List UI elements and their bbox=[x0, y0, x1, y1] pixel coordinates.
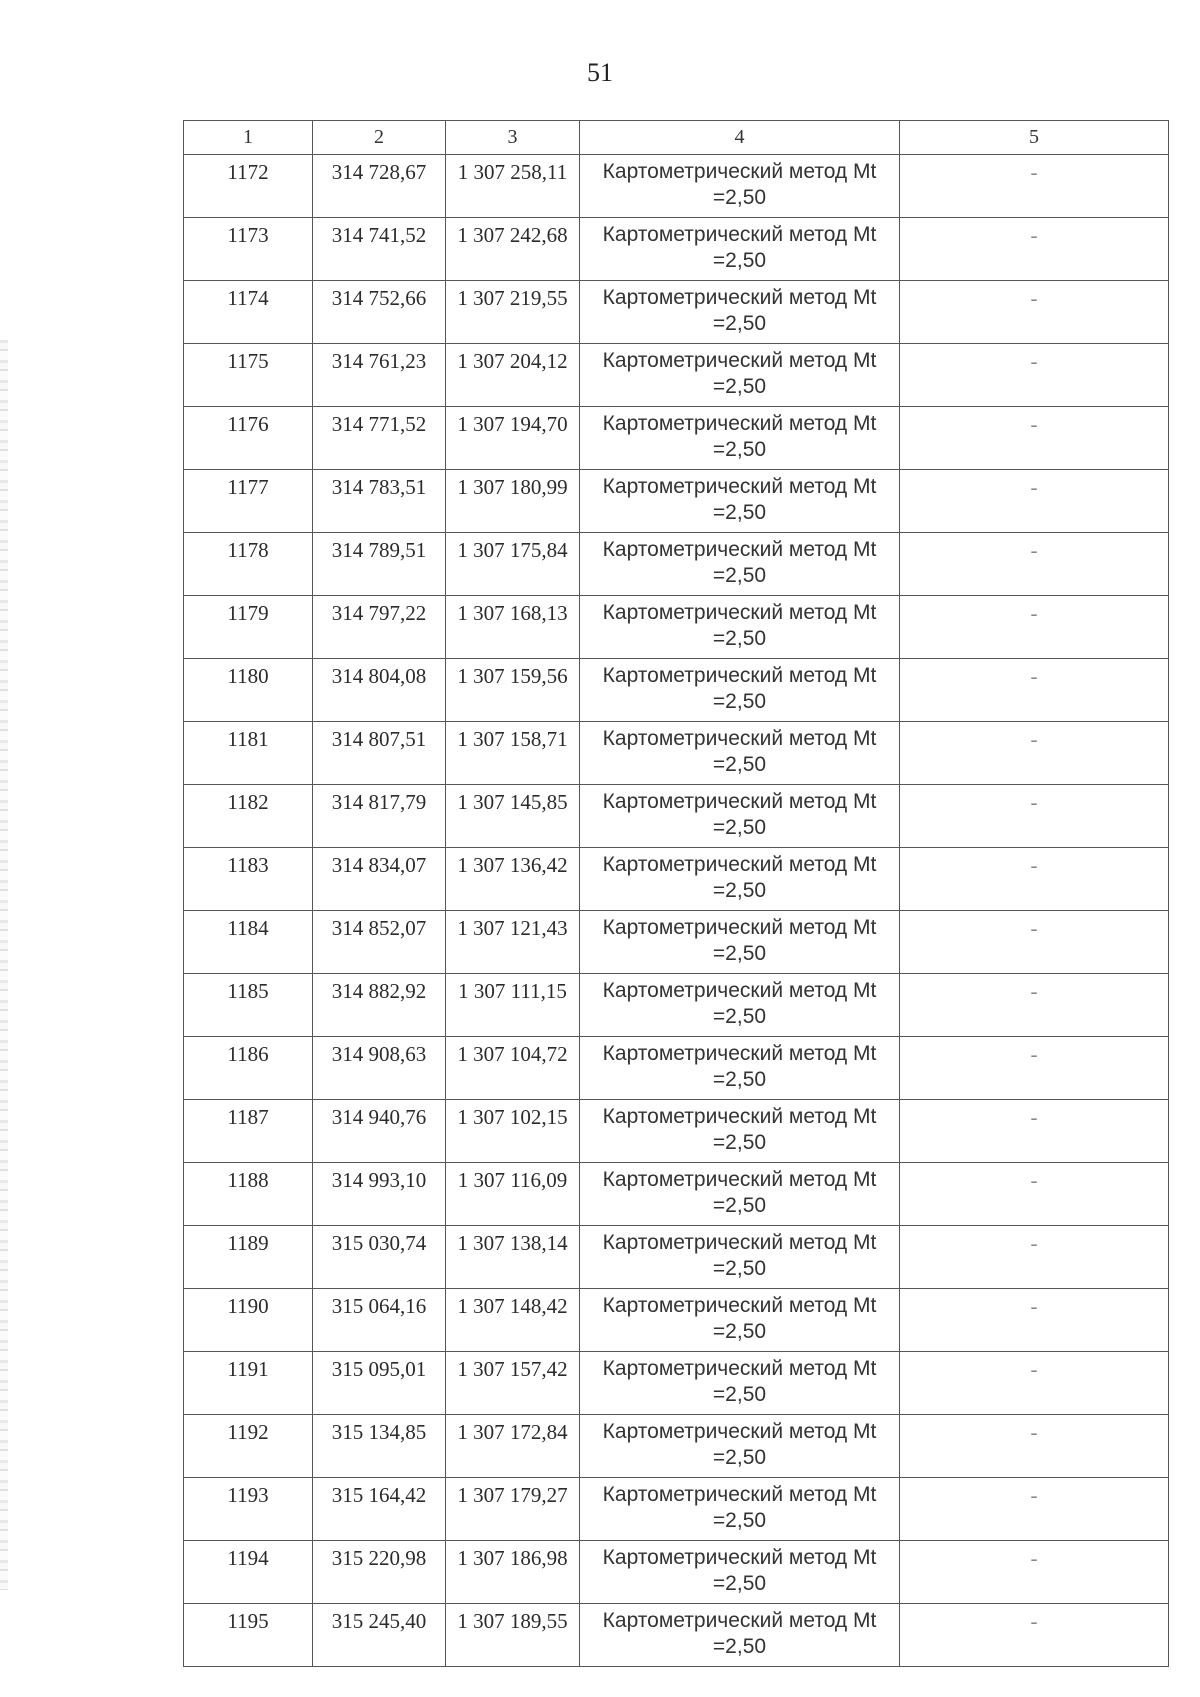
table-row bbox=[184, 1541, 1169, 1604]
y-coordinate-cell: 1 307 158,71 bbox=[446, 722, 580, 785]
y-coordinate-cell: 1 307 172,84 bbox=[446, 1415, 580, 1478]
point-number-cell: 1187 bbox=[184, 1100, 313, 1163]
method-cell: Картометрический метод Mt =2,50 bbox=[580, 533, 900, 596]
y-coordinate-cell: 1 307 148,42 bbox=[446, 1289, 580, 1352]
point-number-cell: 1195 bbox=[184, 1604, 313, 1667]
point-number-cell: 1188 bbox=[184, 1163, 313, 1226]
method-cell: Картометрический метод Mt =2,50 bbox=[580, 344, 900, 407]
y-coordinate-cell: 1 307 102,15 bbox=[446, 1100, 580, 1163]
method-cell: Картометрический метод Mt =2,50 bbox=[580, 1226, 900, 1289]
table-header-row bbox=[184, 121, 1169, 155]
x-coordinate-cell: 315 164,42 bbox=[313, 1478, 446, 1541]
x-coordinate-cell: 315 134,85 bbox=[313, 1415, 446, 1478]
x-coordinate-cell: 314 752,66 bbox=[313, 281, 446, 344]
column-header: 5 bbox=[900, 121, 1169, 155]
method-cell: Картометрический метод Mt =2,50 bbox=[580, 1289, 900, 1352]
y-coordinate-cell: 1 307 136,42 bbox=[446, 848, 580, 911]
point-number-cell: 1184 bbox=[184, 911, 313, 974]
table-row bbox=[184, 1037, 1169, 1100]
table-row bbox=[184, 1478, 1169, 1541]
point-number-cell: 1183 bbox=[184, 848, 313, 911]
column-header: 1 bbox=[184, 121, 313, 155]
method-cell: Картометрический метод Mt =2,50 bbox=[580, 470, 900, 533]
x-coordinate-cell: 314 804,08 bbox=[313, 659, 446, 722]
method-cell: Картометрический метод Mt =2,50 bbox=[580, 1352, 900, 1415]
x-coordinate-cell: 314 783,51 bbox=[313, 470, 446, 533]
x-coordinate-cell: 314 993,10 bbox=[313, 1163, 446, 1226]
method-cell: Картометрический метод Mt =2,50 bbox=[580, 407, 900, 470]
coordinates-table bbox=[183, 120, 1169, 1667]
y-coordinate-cell: 1 307 175,84 bbox=[446, 533, 580, 596]
note-cell: - bbox=[900, 785, 1169, 848]
point-number-cell: 1189 bbox=[184, 1226, 313, 1289]
method-cell: Картометрический метод Mt =2,50 bbox=[580, 218, 900, 281]
y-coordinate-cell: 1 307 189,55 bbox=[446, 1604, 580, 1667]
y-coordinate-cell: 1 307 219,55 bbox=[446, 281, 580, 344]
method-cell: Картометрический метод Mt =2,50 bbox=[580, 659, 900, 722]
method-cell: Картометрический метод Mt =2,50 bbox=[580, 1604, 900, 1667]
y-coordinate-cell: 1 307 145,85 bbox=[446, 785, 580, 848]
x-coordinate-cell: 315 095,01 bbox=[313, 1352, 446, 1415]
x-coordinate-cell: 315 064,16 bbox=[313, 1289, 446, 1352]
note-cell: - bbox=[900, 1037, 1169, 1100]
point-number-cell: 1178 bbox=[184, 533, 313, 596]
column-header: 2 bbox=[313, 121, 446, 155]
x-coordinate-cell: 314 797,22 bbox=[313, 596, 446, 659]
table-row bbox=[184, 1226, 1169, 1289]
x-coordinate-cell: 314 908,63 bbox=[313, 1037, 446, 1100]
note-cell: - bbox=[900, 1289, 1169, 1352]
method-cell: Картометрический метод Mt =2,50 bbox=[580, 974, 900, 1037]
note-cell: - bbox=[900, 218, 1169, 281]
table-body bbox=[184, 155, 1169, 1667]
column-header: 3 bbox=[446, 121, 580, 155]
point-number-cell: 1194 bbox=[184, 1541, 313, 1604]
point-number-cell: 1172 bbox=[184, 155, 313, 218]
point-number-cell: 1181 bbox=[184, 722, 313, 785]
table-row bbox=[184, 1415, 1169, 1478]
note-cell: - bbox=[900, 407, 1169, 470]
table-row bbox=[184, 1100, 1169, 1163]
x-coordinate-cell: 314 882,92 bbox=[313, 974, 446, 1037]
note-cell: - bbox=[900, 848, 1169, 911]
note-cell: - bbox=[900, 911, 1169, 974]
note-cell: - bbox=[900, 344, 1169, 407]
table-row bbox=[184, 218, 1169, 281]
note-cell: - bbox=[900, 155, 1169, 218]
method-cell: Картометрический метод Mt =2,50 bbox=[580, 1478, 900, 1541]
note-cell: - bbox=[900, 596, 1169, 659]
note-cell: - bbox=[900, 1415, 1169, 1478]
y-coordinate-cell: 1 307 159,56 bbox=[446, 659, 580, 722]
point-number-cell: 1177 bbox=[184, 470, 313, 533]
point-number-cell: 1186 bbox=[184, 1037, 313, 1100]
table-row bbox=[184, 722, 1169, 785]
table-row bbox=[184, 785, 1169, 848]
table-row bbox=[184, 1289, 1169, 1352]
x-coordinate-cell: 314 761,23 bbox=[313, 344, 446, 407]
method-cell: Картометрический метод Mt =2,50 bbox=[580, 1163, 900, 1226]
table-row bbox=[184, 470, 1169, 533]
x-coordinate-cell: 314 728,67 bbox=[313, 155, 446, 218]
note-cell: - bbox=[900, 1163, 1169, 1226]
point-number-cell: 1180 bbox=[184, 659, 313, 722]
note-cell: - bbox=[900, 1352, 1169, 1415]
method-cell: Картометрический метод Mt =2,50 bbox=[580, 1415, 900, 1478]
y-coordinate-cell: 1 307 157,42 bbox=[446, 1352, 580, 1415]
y-coordinate-cell: 1 307 258,11 bbox=[446, 155, 580, 218]
x-coordinate-cell: 314 940,76 bbox=[313, 1100, 446, 1163]
y-coordinate-cell: 1 307 121,43 bbox=[446, 911, 580, 974]
x-coordinate-cell: 314 852,07 bbox=[313, 911, 446, 974]
method-cell: Картометрический метод Mt =2,50 bbox=[580, 785, 900, 848]
x-coordinate-cell: 315 030,74 bbox=[313, 1226, 446, 1289]
point-number-cell: 1176 bbox=[184, 407, 313, 470]
table-row bbox=[184, 533, 1169, 596]
scan-edge-artifact bbox=[0, 340, 8, 1590]
point-number-cell: 1173 bbox=[184, 218, 313, 281]
table-row bbox=[184, 1604, 1169, 1667]
x-coordinate-cell: 314 817,79 bbox=[313, 785, 446, 848]
method-cell: Картометрический метод Mt =2,50 bbox=[580, 1100, 900, 1163]
y-coordinate-cell: 1 307 180,99 bbox=[446, 470, 580, 533]
point-number-cell: 1190 bbox=[184, 1289, 313, 1352]
page-number: 51 bbox=[587, 58, 613, 87]
table-row bbox=[184, 1352, 1169, 1415]
point-number-cell: 1174 bbox=[184, 281, 313, 344]
point-number-cell: 1191 bbox=[184, 1352, 313, 1415]
table-row bbox=[184, 974, 1169, 1037]
y-coordinate-cell: 1 307 194,70 bbox=[446, 407, 580, 470]
table-row bbox=[184, 1163, 1169, 1226]
x-coordinate-cell: 315 245,40 bbox=[313, 1604, 446, 1667]
point-number-cell: 1179 bbox=[184, 596, 313, 659]
note-cell: - bbox=[900, 470, 1169, 533]
point-number-cell: 1175 bbox=[184, 344, 313, 407]
column-header: 4 bbox=[580, 121, 900, 155]
y-coordinate-cell: 1 307 111,15 bbox=[446, 974, 580, 1037]
y-coordinate-cell: 1 307 204,12 bbox=[446, 344, 580, 407]
x-coordinate-cell: 314 807,51 bbox=[313, 722, 446, 785]
x-coordinate-cell: 314 789,51 bbox=[313, 533, 446, 596]
note-cell: - bbox=[900, 1541, 1169, 1604]
table-row bbox=[184, 281, 1169, 344]
y-coordinate-cell: 1 307 138,14 bbox=[446, 1226, 580, 1289]
method-cell: Картометрический метод Mt =2,50 bbox=[580, 1541, 900, 1604]
note-cell: - bbox=[900, 722, 1169, 785]
point-number-cell: 1192 bbox=[184, 1415, 313, 1478]
y-coordinate-cell: 1 307 179,27 bbox=[446, 1478, 580, 1541]
method-cell: Картометрический метод Mt =2,50 bbox=[580, 281, 900, 344]
y-coordinate-cell: 1 307 104,72 bbox=[446, 1037, 580, 1100]
note-cell: - bbox=[900, 1478, 1169, 1541]
method-cell: Картометрический метод Mt =2,50 bbox=[580, 1037, 900, 1100]
method-cell: Картометрический метод Mt =2,50 bbox=[580, 596, 900, 659]
y-coordinate-cell: 1 307 116,09 bbox=[446, 1163, 580, 1226]
table-row bbox=[184, 344, 1169, 407]
y-coordinate-cell: 1 307 186,98 bbox=[446, 1541, 580, 1604]
y-coordinate-cell: 1 307 242,68 bbox=[446, 218, 580, 281]
table-row bbox=[184, 596, 1169, 659]
point-number-cell: 1193 bbox=[184, 1478, 313, 1541]
method-cell: Картометрический метод Mt =2,50 bbox=[580, 848, 900, 911]
table-row bbox=[184, 911, 1169, 974]
note-cell: - bbox=[900, 974, 1169, 1037]
note-cell: - bbox=[900, 1226, 1169, 1289]
table-row bbox=[184, 659, 1169, 722]
table-row bbox=[184, 848, 1169, 911]
note-cell: - bbox=[900, 659, 1169, 722]
method-cell: Картометрический метод Mt =2,50 bbox=[580, 911, 900, 974]
note-cell: - bbox=[900, 1100, 1169, 1163]
note-cell: - bbox=[900, 1604, 1169, 1667]
x-coordinate-cell: 314 834,07 bbox=[313, 848, 446, 911]
point-number-cell: 1185 bbox=[184, 974, 313, 1037]
x-coordinate-cell: 314 741,52 bbox=[313, 218, 446, 281]
table-row bbox=[184, 407, 1169, 470]
note-cell: - bbox=[900, 281, 1169, 344]
y-coordinate-cell: 1 307 168,13 bbox=[446, 596, 580, 659]
table-row bbox=[184, 155, 1169, 218]
point-number-cell: 1182 bbox=[184, 785, 313, 848]
x-coordinate-cell: 315 220,98 bbox=[313, 1541, 446, 1604]
x-coordinate-cell: 314 771,52 bbox=[313, 407, 446, 470]
method-cell: Картометрический метод Mt =2,50 bbox=[580, 155, 900, 218]
method-cell: Картометрический метод Mt =2,50 bbox=[580, 722, 900, 785]
note-cell: - bbox=[900, 533, 1169, 596]
